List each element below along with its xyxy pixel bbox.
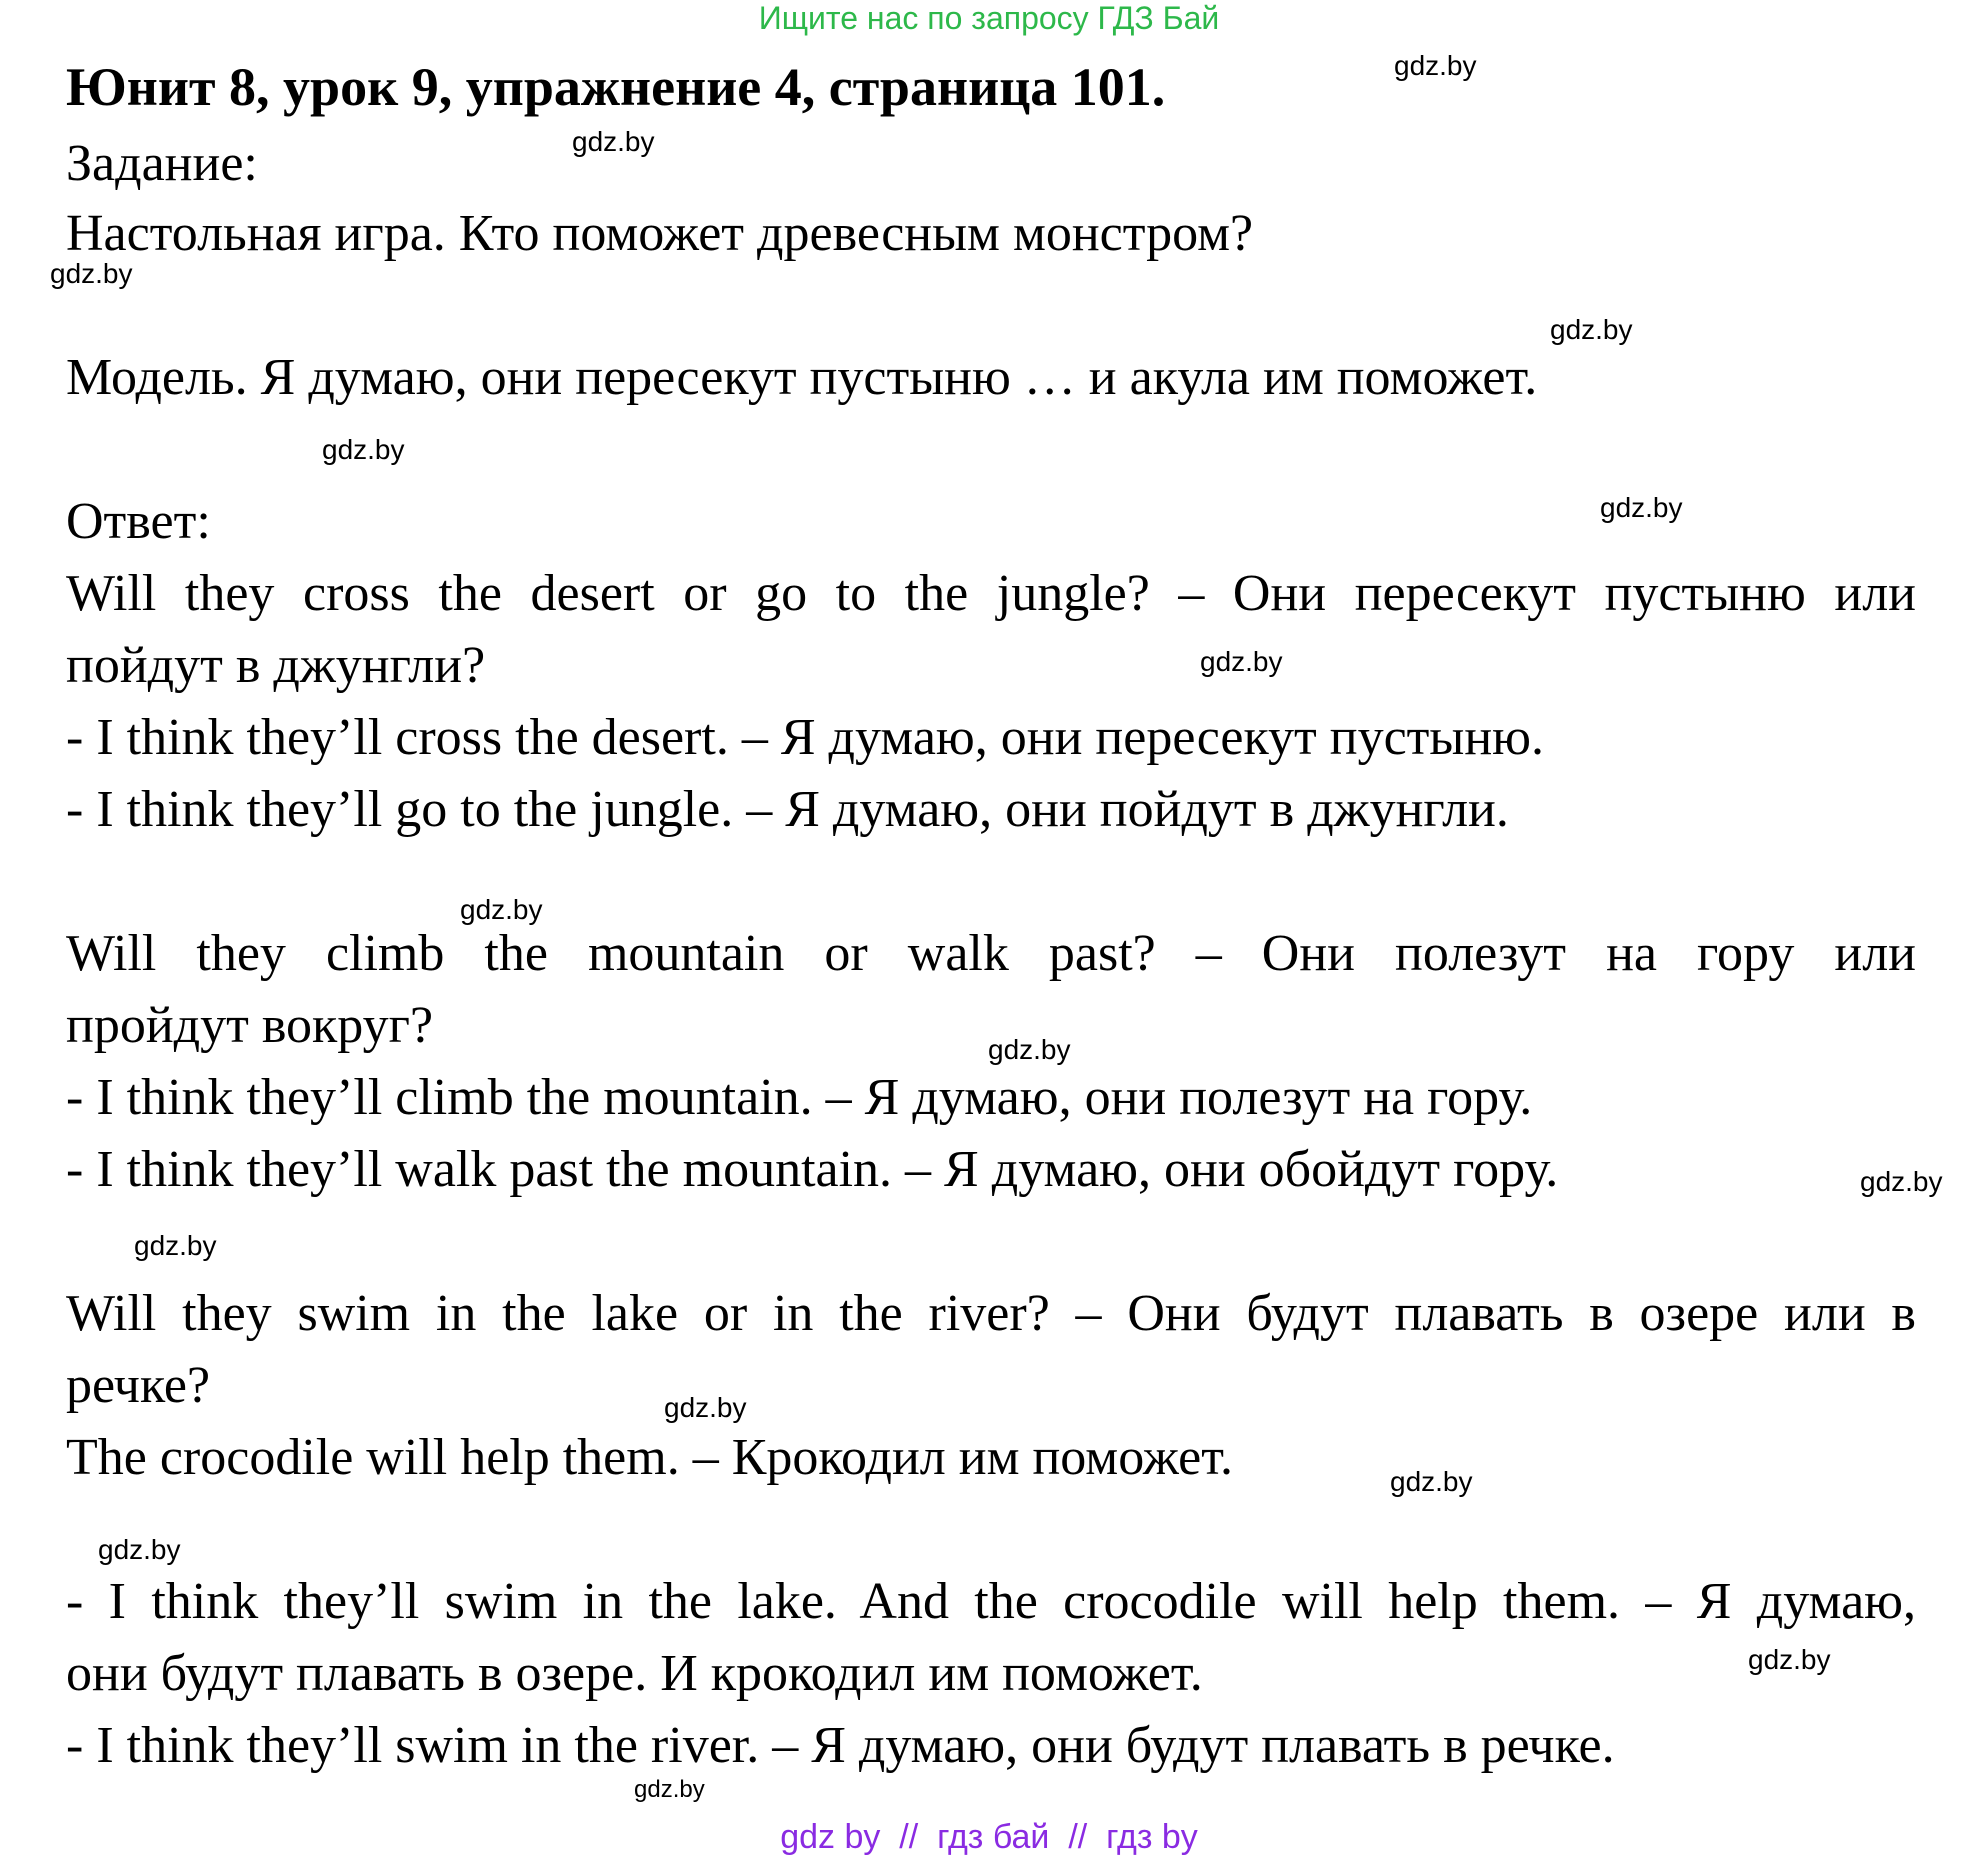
watermark: gdz.by	[1550, 314, 1633, 345]
block3-answer1-line2: они будут плавать в озере. И крокодил им поможет.	[66, 1645, 1203, 1702]
watermark: gdz.by	[664, 1392, 747, 1423]
watermark: gdz.by	[1748, 1644, 1831, 1675]
task-label: Задание:	[66, 135, 258, 192]
block3-question-line1: Will they swim in the lake or in the river? – Они будут плавать в озере или в	[66, 1285, 1916, 1342]
watermark: gdz.by	[1860, 1166, 1943, 1197]
block1-question-line2: пойдут в джунгли?	[66, 637, 486, 694]
block1-answer1: - I think they’ll cross the desert. – Я думаю, они пересекут пустыню.	[66, 709, 1544, 766]
task-text: Настольная игра. Кто поможет древесным монстром?	[66, 205, 1254, 262]
model-text: Модель. Я думаю, они пересекут пустыню … и акула им поможет.	[66, 349, 1538, 406]
watermark: gdz.by	[988, 1034, 1071, 1065]
watermark: gdz.by	[634, 1776, 705, 1803]
watermark: gdz.by	[1600, 492, 1683, 523]
watermark: gdz.by	[98, 1534, 181, 1565]
watermark: gdz.by	[572, 126, 655, 157]
watermark: gdz.by	[134, 1230, 217, 1261]
block2-question-line1: Will they climb the mountain or walk past? – Они полезут на гору или	[66, 925, 1916, 982]
block2-answer1: - I think they’ll climb the mountain. – Я думаю, они полезут на гору.	[66, 1069, 1533, 1126]
block3-answer1-line1: - I think they’ll swim in the lake. And the crocodile will help them. – Я думаю,	[66, 1573, 1916, 1630]
block2-answer2: - I think they’ll walk past the mountain. – Я думаю, они обойдут гору.	[66, 1141, 1559, 1198]
block3-answer2: - I think they’ll swim in the river. – Я думаю, они будут плавать в речке.	[66, 1717, 1615, 1774]
watermark: gdz.by	[1200, 646, 1283, 677]
watermark: gdz.by	[322, 434, 405, 465]
watermark: gdz.by	[1394, 50, 1477, 81]
block3-question-line2: речке?	[66, 1357, 211, 1414]
block1-answer2: - I think they’ll go to the jungle. – Я думаю, они пойдут в джунгли.	[66, 781, 1509, 838]
answer-label: Ответ:	[66, 493, 211, 550]
page-title: Юнит 8, урок 9, упражнение 4, страница 101.	[66, 57, 1166, 117]
block2-question-line2: пройдут вокруг?	[66, 997, 434, 1054]
watermark: gdz.by	[50, 258, 133, 289]
watermark: gdz.by	[460, 894, 543, 925]
top-banner: Ищите нас по запросу ГДЗ Бай	[758, 0, 1220, 36]
footer-links[interactable]: gdz by // гдз бай // гдз by	[780, 1818, 1198, 1856]
watermark: gdz.by	[1390, 1466, 1473, 1497]
block1-question-line1: Will they cross the desert or go to the jungle? – Они пересекут пустыню или	[66, 565, 1916, 622]
block3-model-line: The crocodile will help them. – Крокодил им поможет.	[66, 1429, 1234, 1486]
